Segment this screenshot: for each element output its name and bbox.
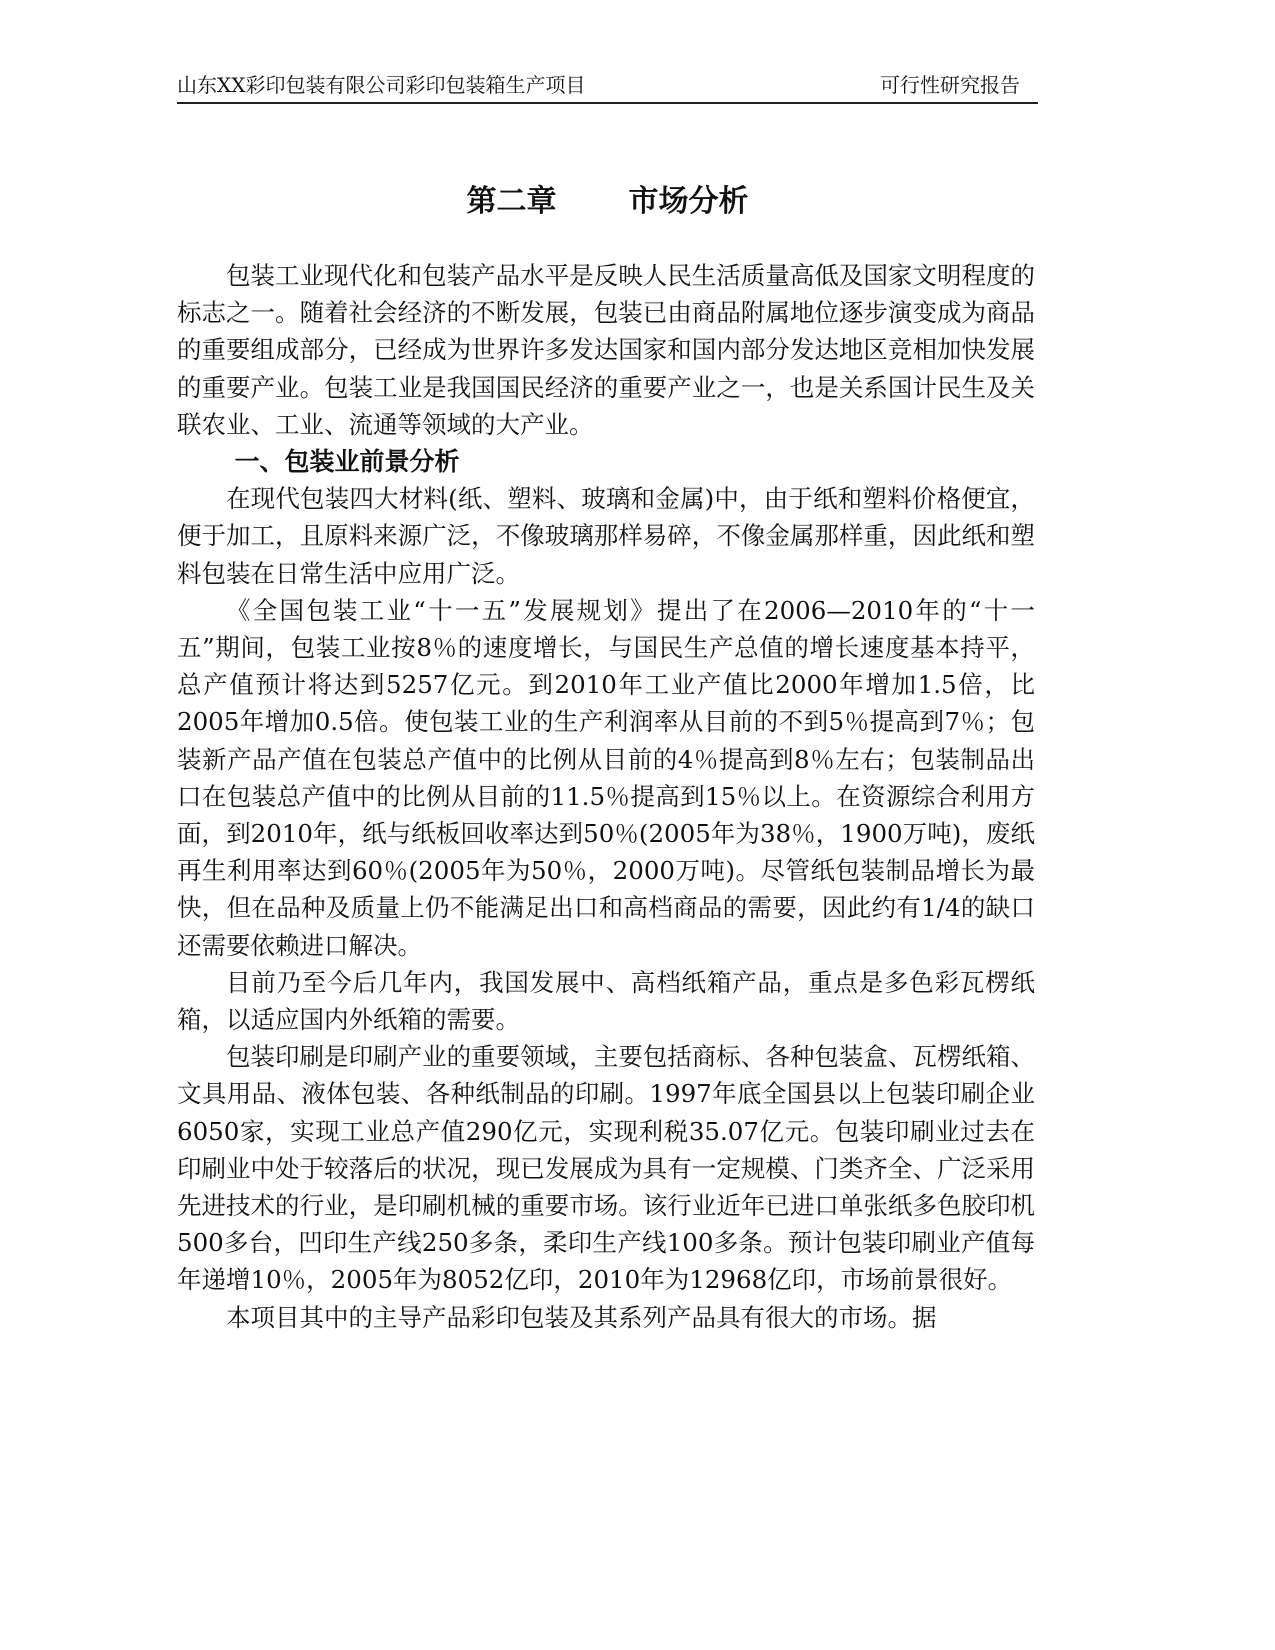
- chapter-number: 第二章: [466, 184, 557, 219]
- section-heading: 一、包装业前景分析: [234, 447, 460, 477]
- body-paragraph: 在现代包装四大材料(纸、塑料、玻璃和金属)中，由于纸和塑料价格便宜，便于加工，且原料来源广泛，不像玻璃那样易碎，不像金属那样重，因此纸和塑料包装在日常生活中应用广泛。: [177, 484, 1035, 588]
- chapter-name: 市场分析: [628, 184, 749, 219]
- page-header: [177, 70, 1038, 104]
- body-paragraph: 本项目其中的主导产品彩印包装及其系列产品具有很大的市场。据: [226, 1302, 937, 1332]
- document-body: [177, 257, 1035, 1336]
- header-project-title: 山东XX彩印包装有限公司彩印包装箱生产项目: [177, 73, 586, 97]
- header-report-type: 可行性研究报告: [880, 73, 1020, 97]
- chapter-title: [177, 182, 1038, 222]
- body-paragraph: 《全国包装工业“十一五”发展规划》提出了在2006—2010年的“十一五”期间，包装工业按8％的速度增长，与国民生产总值的增长速度基本持平，总产值预计将达到5257亿元。到2010年工业产值比2000年增加1.5倍，比2005年增加0.5倍。使包装工业的生产利润率从目前的不到5％提高到7％；包装新产品产值在包装总产值中的比例从目前的4％提高到8％左右；包装制品出口在包装总产值中的比例从目前的11.5％提高到15％以上。在资源综合利用方面，到2010年，纸与纸板回收率达到50％(2005年为38％，1900万吨)，废纸再生利用率达到60％(2005年为50％，2000万吨)。尽管纸包装制品增长为最快，但在品种及质量上仍不能满足出口和高档商品的需要，因此约有1/4的缺口还需要依赖进口解决。: [177, 595, 1035, 960]
- body-paragraph: 目前乃至今后几年内，我国发展中、高档纸箱产品，重点是多色彩瓦楞纸箱，以适应国内外纸箱的需要。: [177, 967, 1035, 1035]
- intro-paragraph: 包装工业现代化和包装产品水平是反映人民生活质量高低及国家文明程度的标志之一。随着社会经济的不断发展，包装已由商品附属地位逐步演变成为商品的重要组成部分，已经成为世界许多发达国家和国内部分发达地区竞相加快发展的重要产业。包装工业是我国国民经济的重要产业之一，也是关系国计民生及关联农业、工业、流通等领域的大产业。: [177, 261, 1035, 439]
- body-paragraph: 包装印刷是印刷产业的重要领域，主要包括商标、各种包装盒、瓦楞纸箱、文具用品、液体包装、各种纸制品的印刷。1997年底全国县以上包装印刷企业6050家，实现工业总产值290亿元，实现利税35.07亿元。包装印刷业过去在印刷业中处于较落后的状况，现已发展成为具有一定规模、门类齐全、广泛采用先进技术的行业，是印刷机械的重要市场。该行业近年已进口单张纸多色胶印机500多台，凹印生产线250多条，柔印生产线100多条。预计包装印刷业产值每年递增10％，2005年为8052亿印，2010年为12968亿印，市场前景很好。: [177, 1042, 1035, 1295]
